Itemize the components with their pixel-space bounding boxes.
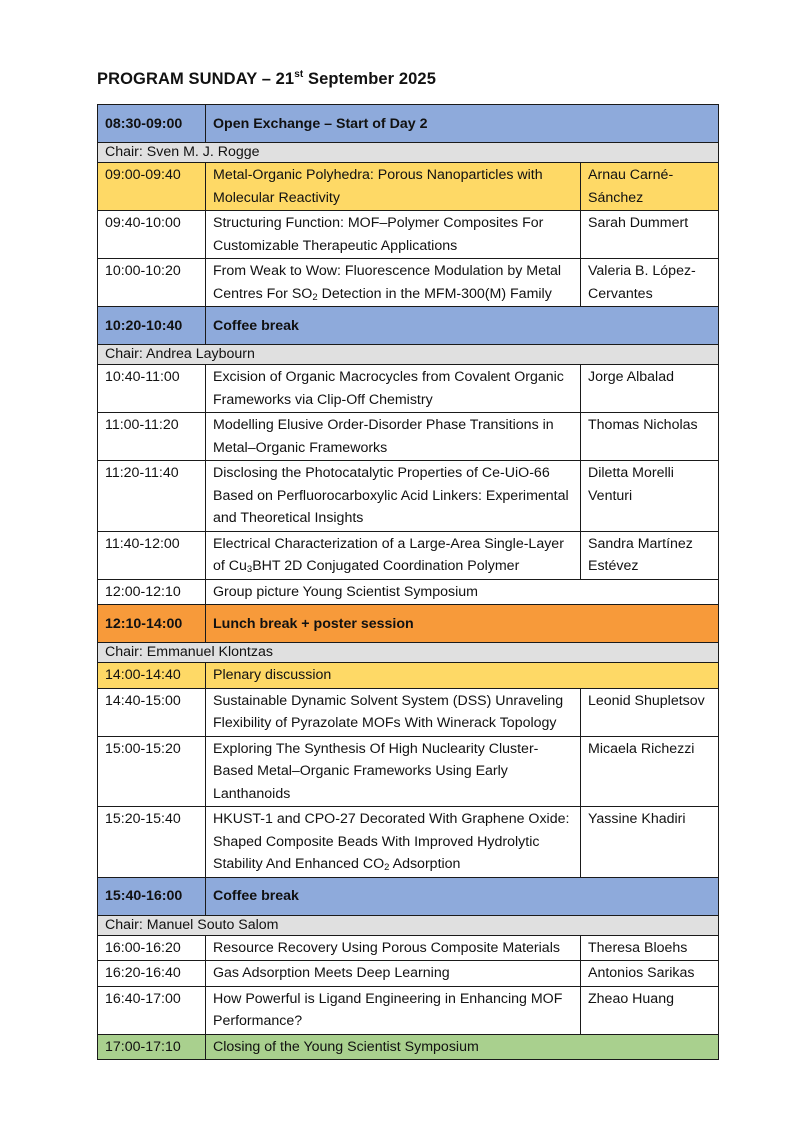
session-title: Closing of the Young Scientist Symposium [206, 1034, 719, 1060]
talk-title-text: HKUST-1 and CPO-27 Decorated With Graphene Oxide: Shaped Composite Beads With Improved Hydrolytic Stability And Enhanced CO [213, 811, 570, 872]
session-row [98, 736, 719, 807]
session-title: Group picture Young Scientist Symposium [206, 579, 719, 605]
session-title: Coffee break [206, 307, 719, 345]
chair-label: Chair: Manuel Souto Salom [98, 915, 719, 935]
time-cell: 09:00-09:40 [98, 163, 206, 211]
session-row [98, 531, 719, 579]
session-row [98, 365, 719, 413]
subscript: 2 [312, 291, 318, 303]
program-table [97, 104, 719, 1060]
speaker-name: Thomas Nicholas [581, 413, 719, 461]
break-row [98, 605, 719, 643]
talk-title-text: Electrical Characterization of a Large-Area Single-Layer of Cu [213, 535, 564, 574]
time-cell: 10:20-10:40 [98, 307, 206, 345]
talk-title: Modelling Elusive Order-Disorder Phase Transitions in Metal–Organic Frameworks [206, 413, 581, 461]
session-title: Coffee break [206, 877, 719, 915]
title-ordinal-suffix: st [294, 69, 304, 80]
chair-row [98, 345, 719, 365]
time-cell: 10:00-10:20 [98, 259, 206, 307]
talk-title-text: Detection in the MFM-300(M) Family [317, 285, 552, 302]
session-title: Open Exchange – Start of Day 2 [206, 105, 719, 143]
session-row [98, 413, 719, 461]
session-row [98, 663, 719, 689]
session-row [98, 935, 719, 961]
speaker-name: Leonid Shupletsov [581, 688, 719, 736]
session-row [98, 986, 719, 1034]
session-row [98, 579, 719, 605]
time-cell: 11:40-12:00 [98, 531, 206, 579]
chair-label: Chair: Sven M. J. Rogge [98, 143, 719, 163]
session-title: Lunch break + poster session [206, 605, 719, 643]
page-title [97, 70, 436, 89]
title-rest: September 2025 [303, 70, 436, 88]
session-row [98, 1034, 719, 1060]
speaker-name: Arnau Carné-Sánchez [581, 163, 719, 211]
time-cell: 12:10-14:00 [98, 605, 206, 643]
chair-label: Chair: Emmanuel Klontzas [98, 643, 719, 663]
session-row [98, 259, 719, 307]
break-row [98, 105, 719, 143]
time-cell: 16:00-16:20 [98, 935, 206, 961]
chair-label: Chair: Andrea Laybourn [98, 345, 719, 365]
time-cell: 11:20-11:40 [98, 461, 206, 532]
talk-title: Metal-Organic Polyhedra: Porous Nanoparticles with Molecular Reactivity [206, 163, 581, 211]
session-row [98, 163, 719, 211]
time-cell: 10:40-11:00 [98, 365, 206, 413]
speaker-name: Theresa Bloehs [581, 935, 719, 961]
talk-title [206, 531, 581, 579]
time-cell: 15:00-15:20 [98, 736, 206, 807]
speaker-name: Valeria B. López-Cervantes [581, 259, 719, 307]
speaker-name: Micaela Richezzi [581, 736, 719, 807]
talk-title: Excision of Organic Macrocycles from Covalent Organic Frameworks via Clip-Off Chemistry [206, 365, 581, 413]
speaker-name: Jorge Albalad [581, 365, 719, 413]
subscript: 2 [384, 862, 390, 873]
break-row [98, 307, 719, 345]
break-row [98, 877, 719, 915]
talk-title: Resource Recovery Using Porous Composite Materials [206, 935, 581, 961]
talk-title [206, 807, 581, 878]
chair-row [98, 915, 719, 935]
talk-title: How Powerful is Ligand Engineering in Enhancing MOF Performance? [206, 986, 581, 1034]
time-cell: 11:00-11:20 [98, 413, 206, 461]
chair-row [98, 643, 719, 663]
speaker-name: Diletta Morelli Venturi [581, 461, 719, 532]
time-cell: 12:00-12:10 [98, 579, 206, 605]
title-main: PROGRAM SUNDAY – 21 [97, 70, 295, 88]
time-cell: 16:40-17:00 [98, 986, 206, 1034]
program-table-body [98, 105, 719, 1060]
talk-title: Structuring Function: MOF–Polymer Composites For Customizable Therapeutic Applications [206, 211, 581, 259]
chair-row [98, 143, 719, 163]
talk-title-text: From Weak to Wow: Fluorescence Modulation by Metal Centres For SO [213, 263, 561, 302]
time-cell: 09:40-10:00 [98, 211, 206, 259]
session-row [98, 807, 719, 878]
subscript: 3 [246, 564, 253, 575]
talk-title: Sustainable Dynamic Solvent System (DSS) Unraveling Flexibility of Pyrazolate MOFs With Winerack Topology [206, 688, 581, 736]
time-cell: 15:40-16:00 [98, 877, 206, 915]
talk-title-text: Adsorption [389, 856, 461, 872]
session-row [98, 461, 719, 532]
talk-title: Disclosing the Photocatalytic Properties of Ce-UiO-66 Based on Perfluorocarboxylic Acid Linkers: Experimental and Theoretical Insights [206, 461, 581, 532]
time-cell: 16:20-16:40 [98, 961, 206, 987]
talk-title-text: BHT 2D Conjugated Coordination Polymer [252, 558, 520, 574]
talk-title [206, 259, 581, 307]
speaker-name: Yassine Khadiri [581, 807, 719, 878]
speaker-name: Antonios Sarikas [581, 961, 719, 987]
session-row [98, 688, 719, 736]
speaker-name: Sarah Dummert [581, 211, 719, 259]
time-cell: 14:00-14:40 [98, 663, 206, 689]
time-cell: 17:00-17:10 [98, 1034, 206, 1060]
time-cell: 14:40-15:00 [98, 688, 206, 736]
time-cell: 08:30-09:00 [98, 105, 206, 143]
session-row [98, 961, 719, 987]
speaker-name: Zheao Huang [581, 986, 719, 1034]
talk-title: Exploring The Synthesis Of High Nuclearity Cluster-Based Metal–Organic Frameworks Using Early Lanthanoids [206, 736, 581, 807]
speaker-name: Sandra Martínez Estévez [581, 531, 719, 579]
time-cell: 15:20-15:40 [98, 807, 206, 878]
session-title: Plenary discussion [206, 663, 719, 689]
talk-title: Gas Adsorption Meets Deep Learning [206, 961, 581, 987]
session-row [98, 211, 719, 259]
